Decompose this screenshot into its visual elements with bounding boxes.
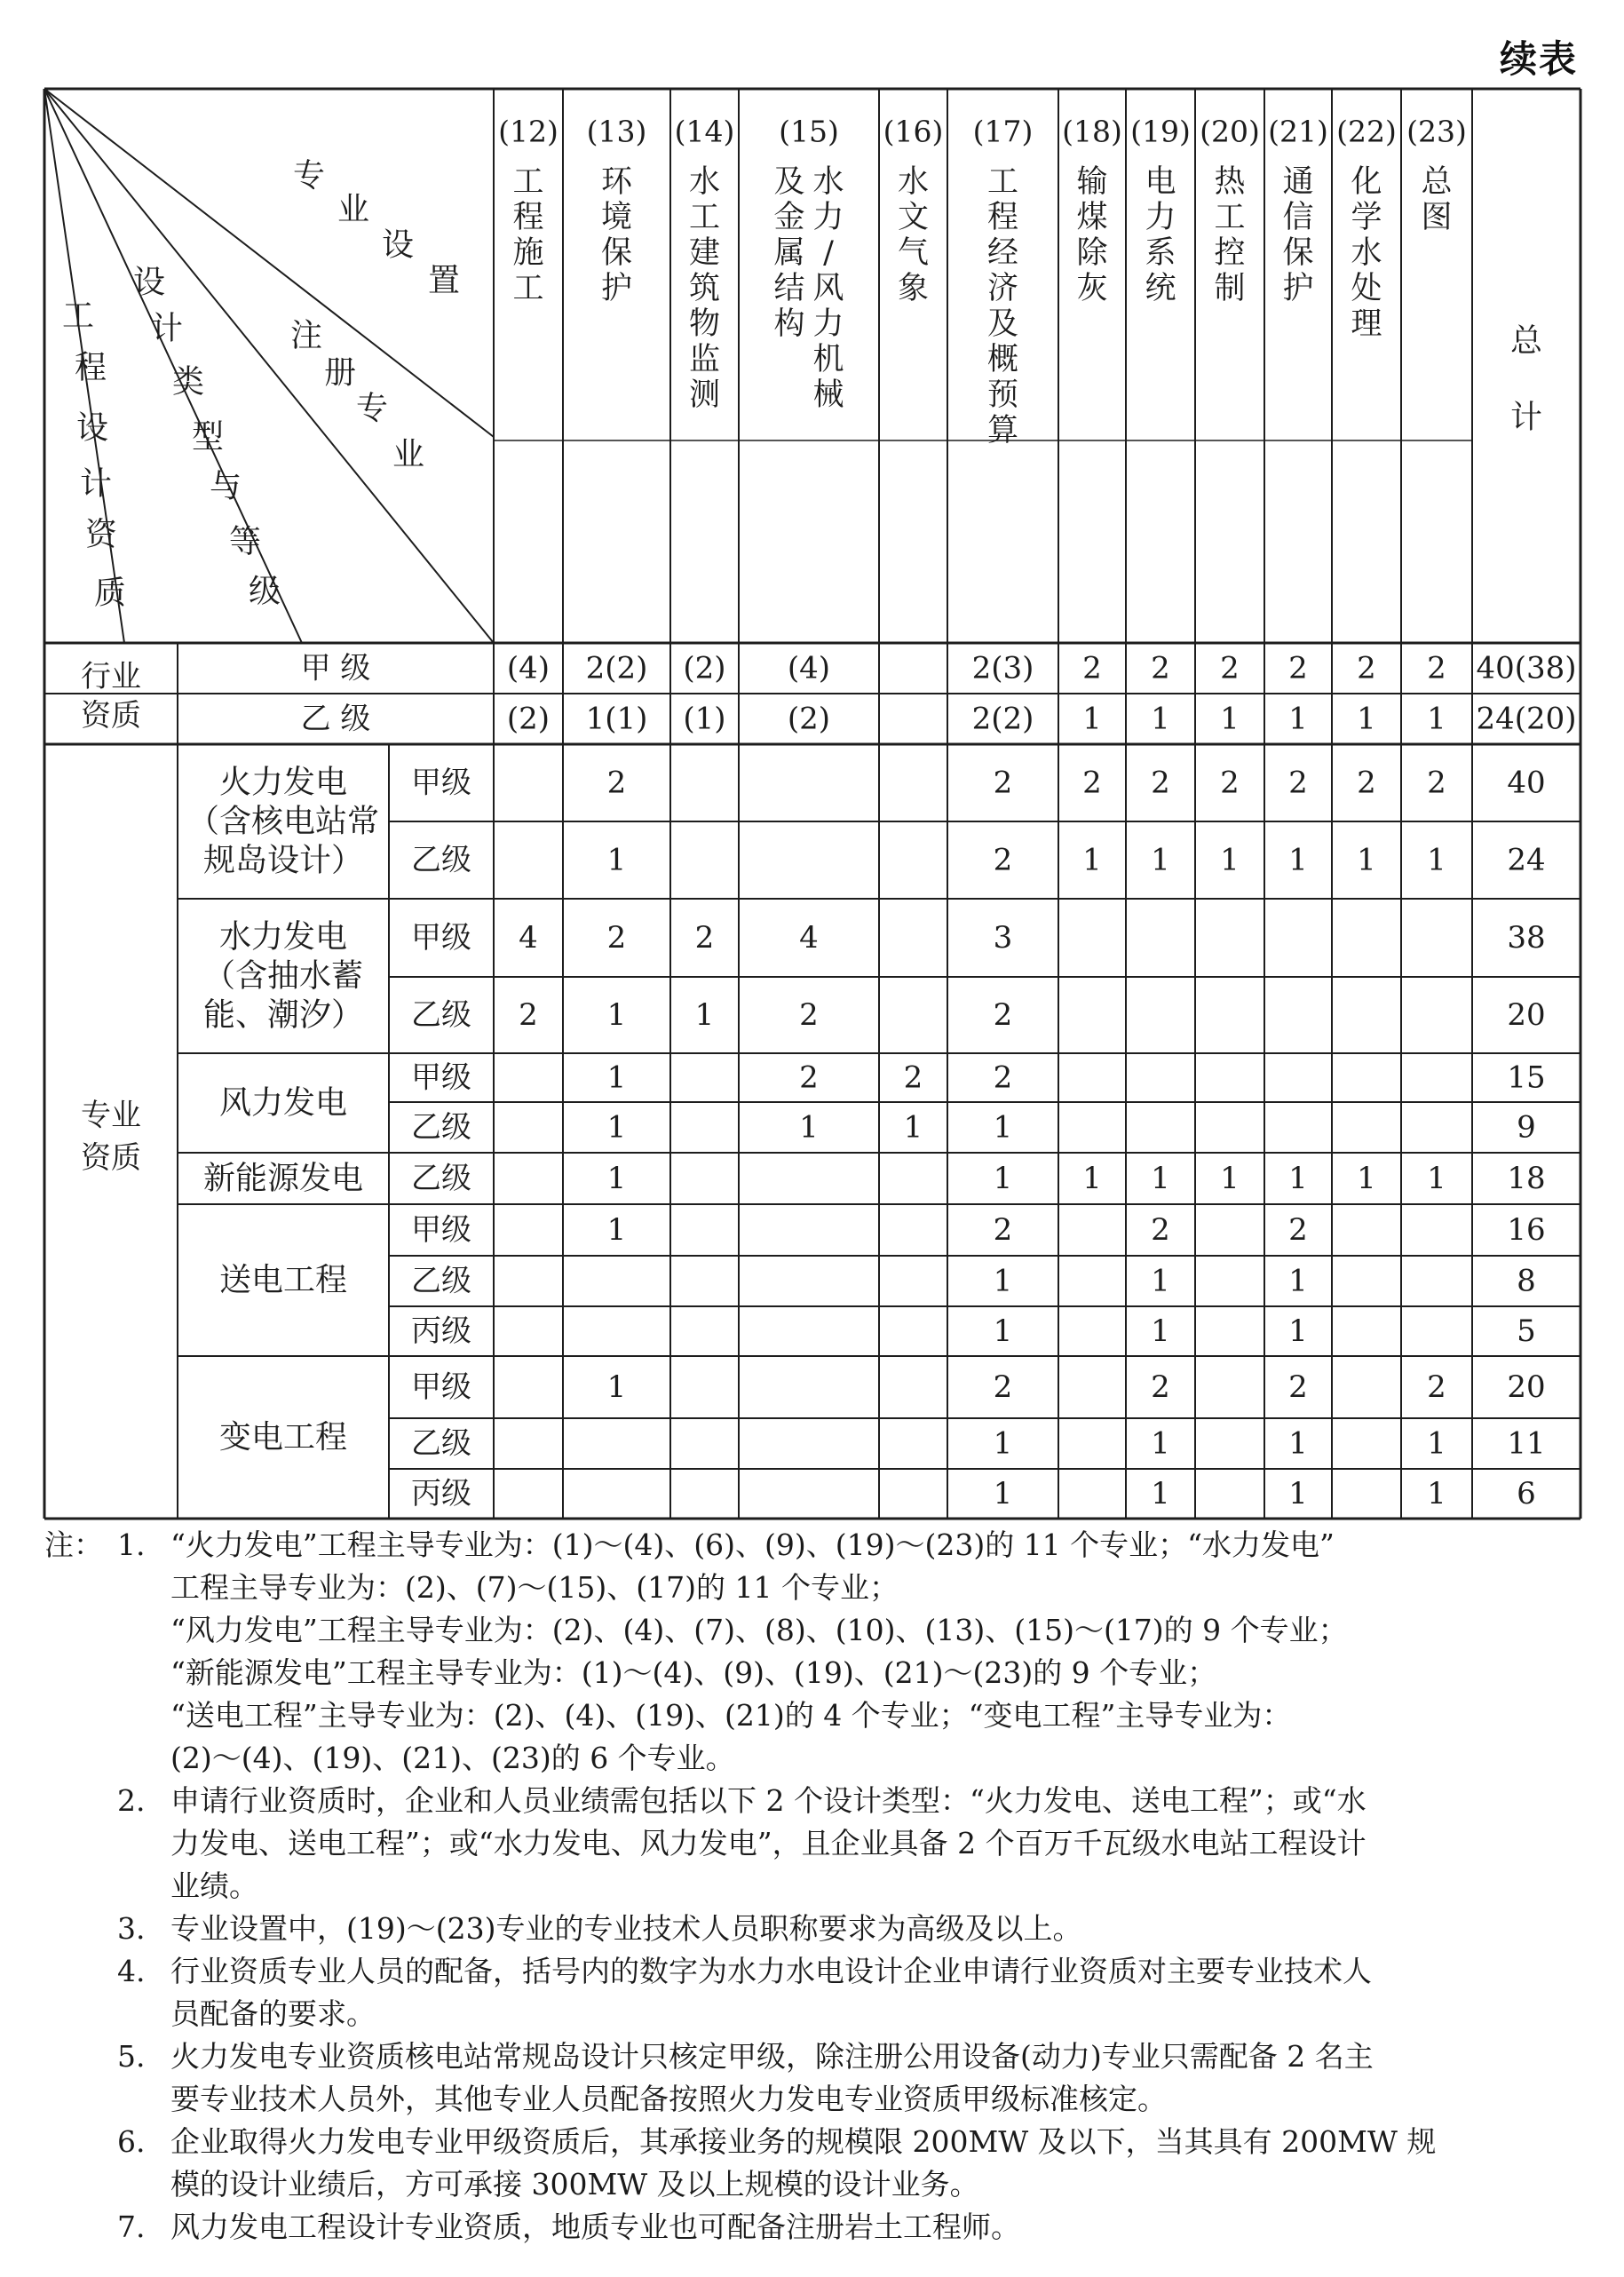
- table-cell: 2: [799, 1059, 819, 1096]
- table-cell-total: 16: [1507, 1212, 1546, 1248]
- column-name-char: 保: [1282, 235, 1314, 271]
- diagonal-label-char: 专: [355, 390, 389, 427]
- note-prefix: [44, 2035, 117, 2121]
- table-cell: 1: [1427, 842, 1446, 878]
- table-cell: 2: [1427, 1369, 1446, 1405]
- column-name-char: 程: [512, 200, 544, 235]
- table-cell: 1: [1151, 1263, 1170, 1299]
- table-cell: 1: [1151, 1313, 1170, 1349]
- note-text: [170, 2121, 1580, 2206]
- group-name: 风力发电: [218, 1084, 348, 1122]
- note-line: “新能源发电”工程主导专业为：(1)～(4)、(9)、(19)、(21)～(23)的 9 个专业；: [170, 1655, 1217, 1690]
- grade-label: 甲级: [411, 920, 471, 956]
- industry-grade: 甲 级: [300, 650, 371, 686]
- continued-label: 续表: [1499, 37, 1578, 81]
- diagonal-label-char: 业: [337, 191, 370, 228]
- column-name-char: 统: [1145, 271, 1176, 306]
- note-item: [44, 1950, 1580, 2035]
- group-name: （含抽水蓄: [202, 957, 364, 995]
- note-line: 要专业技术人员外，其他专业人员配备按照火力发电专业资质甲级标准核定。: [170, 2082, 1167, 2116]
- column-name-char: 建: [688, 235, 721, 271]
- table-cell: 1: [1151, 701, 1170, 737]
- table-cell: 2: [1082, 650, 1102, 686]
- table-cell: 2: [1288, 650, 1308, 686]
- table-cell: 2: [606, 920, 627, 956]
- grade-label: 乙级: [411, 1425, 471, 1462]
- table-cell: 1(1): [585, 701, 648, 737]
- column-name-char: 热: [1214, 164, 1246, 200]
- note-line: (2)～(4)、(19)、(21)、(23)的 6 个专业。: [170, 1741, 735, 1775]
- column-name-char: 输: [1076, 164, 1108, 200]
- note-line: “风力发电”工程主导专业为：(2)、(4)、(7)、(8)、(10)、(13)、(15)～(17)的 9 个专业；: [170, 1613, 1348, 1647]
- table-cell: 2: [1288, 1212, 1308, 1248]
- table-cell: 4: [519, 920, 538, 956]
- diagonal-label-char: 级: [248, 573, 281, 610]
- table-cell-total: 20: [1507, 997, 1546, 1033]
- table-cell: 2: [993, 1369, 1013, 1405]
- column-name-char: 济: [986, 271, 1019, 306]
- note-line: 风力发电工程设计专业资质，地质专业也可配备注册岩土工程师。: [170, 2210, 1020, 2244]
- table-cell: 1: [1357, 701, 1376, 737]
- diagonal-label-char: 与: [209, 468, 242, 505]
- note-line: 专业设置中，(19)～(23)专业的专业技术人员职称要求为高级及以上。: [170, 1911, 1082, 1946]
- diagonal-label-char: 程: [74, 349, 107, 386]
- table-cell: 1: [1288, 1263, 1308, 1299]
- grade-label: 甲级: [411, 765, 471, 801]
- table-cell: 1: [1288, 1425, 1308, 1462]
- column-name-char: 工: [512, 164, 544, 200]
- table-cell: 1: [1151, 1161, 1170, 1196]
- table-cell: 1: [606, 842, 627, 878]
- table-cell: 2: [1357, 650, 1376, 686]
- note-line: 业绩。: [170, 1868, 258, 1903]
- note-text: [170, 2206, 1580, 2249]
- column-number: (19): [1130, 114, 1191, 149]
- table-cell: (1): [683, 701, 726, 737]
- diagonal-label-char: 型: [191, 418, 225, 456]
- diagonal-label-char: 工: [61, 298, 95, 335]
- group-name: 能、潮汐）: [202, 996, 364, 1034]
- table-cell: 1: [1288, 1313, 1308, 1349]
- diagonal-label-char: 类: [171, 363, 205, 401]
- note-item: [44, 2206, 1580, 2249]
- table-cell: 2: [993, 1212, 1013, 1248]
- table-cell: 1: [1288, 842, 1308, 878]
- column-name-char: 控: [1214, 235, 1246, 271]
- table-cell: 2(3): [971, 650, 1034, 686]
- table-cell: 1: [1288, 1161, 1308, 1196]
- column-name-char: 力: [812, 306, 844, 342]
- table-cell: 2: [993, 1059, 1013, 1096]
- table-cell: 2: [993, 765, 1013, 801]
- industry-label: 行业: [81, 659, 141, 694]
- table-cell-total: 24: [1507, 842, 1546, 878]
- table-cell: 2: [1288, 765, 1308, 801]
- column-name-char: 工: [512, 271, 544, 306]
- column-name-char: 境: [600, 200, 633, 235]
- column-name-char: 施: [512, 235, 544, 271]
- notes-section: [44, 1524, 1580, 2249]
- column-name-char: 金: [773, 200, 805, 235]
- table-cell: 2: [1427, 650, 1446, 686]
- table-cell-total: 20: [1507, 1369, 1546, 1405]
- group-name: 火力发电: [218, 764, 348, 801]
- grade-label: 丙级: [411, 1313, 471, 1349]
- note-line: 力发电、送电工程”；或“水力发电、风力发电”，且企业具备 2 个百万千瓦级水电站工程设计: [170, 1826, 1367, 1860]
- note-text: [170, 2035, 1580, 2121]
- column-name-char: 工: [986, 164, 1019, 200]
- table-cell: 2: [1220, 650, 1240, 686]
- column-number: (16): [883, 114, 944, 149]
- table-cell: 2: [1288, 1369, 1308, 1405]
- column-name-char: 算: [986, 413, 1019, 448]
- total-header-char: 总: [1509, 322, 1543, 360]
- table-cell: 1: [903, 1109, 923, 1146]
- column-name-char: 概: [986, 342, 1019, 377]
- column-name-char: 象: [897, 271, 930, 306]
- column-name-char: 及: [773, 164, 805, 200]
- note-prefix: 注：: [44, 1527, 103, 1562]
- column-name-char: 气: [897, 235, 930, 271]
- table-cell: 1: [606, 1212, 627, 1248]
- table-cell: 1: [993, 1313, 1013, 1349]
- note-line: 申请行业资质时，企业和人员业绩需包括以下 2 个设计类型：“火力发电、送电工程”；或“水: [170, 1783, 1367, 1818]
- column-name-char: /: [823, 235, 834, 271]
- column-name-char: 总: [1421, 164, 1453, 200]
- column-name-char: 工: [688, 200, 721, 235]
- table-cell: 1: [1220, 1161, 1240, 1196]
- column-name-char: 经: [986, 235, 1019, 271]
- column-name-char: 物: [688, 306, 721, 342]
- column-name-char: 水: [688, 164, 721, 200]
- note-number: 3.: [117, 1911, 146, 1946]
- note-item: [44, 2035, 1580, 2121]
- column-name-char: 筑: [688, 271, 721, 306]
- table-cell: 1: [1288, 701, 1308, 737]
- special-label: 专业: [81, 1098, 141, 1133]
- table-cell: 1: [993, 1425, 1013, 1462]
- column-number: (17): [972, 114, 1034, 149]
- note-number: 5.: [117, 2039, 146, 2074]
- table-cell: 2: [799, 997, 819, 1033]
- note-line: 模的设计业绩后，方可承接 300MW 及以上规模的设计业务。: [170, 2167, 979, 2202]
- column-name-char: 风: [812, 271, 844, 306]
- table-cell-total: 40: [1507, 765, 1546, 801]
- table-cell: 1: [606, 997, 627, 1033]
- table-cell: 2: [519, 997, 538, 1033]
- column-name-char: 工: [1214, 200, 1246, 235]
- industry-label: 资质: [81, 698, 141, 734]
- group-name: 规岛设计）: [202, 842, 364, 879]
- table-cell: 1: [606, 1109, 627, 1146]
- diagonal-label-char: 设: [381, 226, 415, 264]
- column-name-char: 化: [1351, 164, 1382, 200]
- table-cell: 2: [1151, 1212, 1170, 1248]
- column-name-char: 文: [897, 200, 930, 235]
- column-name-char: 理: [1351, 306, 1382, 342]
- column-name-char: 护: [600, 271, 633, 306]
- column-number: (14): [674, 114, 735, 149]
- column-number: (18): [1062, 114, 1122, 149]
- group-name: 送电工程: [218, 1262, 348, 1298]
- column-name-char: 构: [773, 306, 805, 342]
- table-cell: 2: [1082, 765, 1102, 801]
- table-cell: 1: [993, 1161, 1013, 1196]
- table-cell: 1: [993, 1476, 1013, 1511]
- column-name-char: 程: [986, 200, 1019, 235]
- table-cell: 1: [1151, 1425, 1170, 1462]
- note-line: 行业资质专业人员的配备，括号内的数字为水力水电设计企业申请行业资质对主要专业技术人: [170, 1954, 1372, 1988]
- table-cell-total: 15: [1507, 1059, 1546, 1096]
- table-cell: 2: [1357, 765, 1376, 801]
- diagonal-label-char: 等: [228, 523, 262, 560]
- note-item: [44, 2121, 1580, 2206]
- note-prefix: [44, 1950, 117, 2035]
- note-text: [170, 1524, 1580, 1780]
- grade-label: 乙级: [411, 1263, 471, 1299]
- table-cell: 2: [993, 842, 1013, 878]
- column-name-char: 处: [1351, 271, 1382, 306]
- table-cell: 1: [1357, 1161, 1376, 1196]
- column-number: (21): [1268, 114, 1328, 149]
- note-number: 6.: [117, 2124, 146, 2159]
- column-name-char: 械: [812, 377, 844, 413]
- column-name-char: 测: [688, 377, 721, 413]
- table-cell-total: 8: [1517, 1263, 1536, 1299]
- note-line: 企业取得火力发电专业甲级资质后，其承接业务的规模限 200MW 及以下，当其具有 200MW 规: [170, 2124, 1437, 2159]
- column-name-char: 属: [773, 235, 805, 271]
- table-cell: 1: [606, 1369, 627, 1405]
- column-name-char: 结: [773, 271, 805, 306]
- column-name-char: 水: [1351, 235, 1382, 271]
- grade-label: 乙级: [411, 1109, 471, 1146]
- table-cell: 1: [1151, 1476, 1170, 1511]
- column-name-char: 力: [812, 200, 844, 235]
- table-cell: 2: [606, 765, 627, 801]
- table-cell-total: 24(20): [1476, 701, 1577, 737]
- note-line: 员配备的要求。: [170, 1996, 376, 2031]
- diagonal-label-char: 业: [392, 436, 425, 473]
- note-prefix: [44, 1780, 117, 1908]
- table-cell: 1: [1427, 1425, 1446, 1462]
- table-cell: 2: [993, 997, 1013, 1033]
- grade-label: 乙级: [411, 842, 471, 878]
- table-cell: 1: [1082, 1161, 1102, 1196]
- table-cell: 2: [1220, 765, 1240, 801]
- table-cell-total: 9: [1517, 1109, 1536, 1146]
- table-cell: 1: [993, 1263, 1013, 1299]
- diagonal-label-char: 注: [289, 317, 323, 354]
- column-name-char: 力: [1145, 200, 1176, 235]
- table-cell: 2: [1427, 765, 1446, 801]
- table-cell: 1: [1082, 701, 1102, 737]
- column-number: (13): [586, 114, 647, 149]
- note-line: 火力发电专业资质核电站常规岛设计只核定甲级，除注册公用设备(动力)专业只需配备 2 名主: [170, 2039, 1374, 2074]
- column-name-char: 预: [986, 377, 1019, 413]
- column-name-char: 电: [1145, 164, 1176, 200]
- table-cell: 2: [1151, 1369, 1170, 1405]
- grade-label: 乙级: [411, 997, 471, 1033]
- group-name: 水力发电: [218, 918, 348, 956]
- note-prefix: [44, 1908, 117, 1950]
- total-header-char: 计: [1509, 399, 1543, 436]
- grade-label: 丙级: [411, 1476, 471, 1511]
- column-name-char: 制: [1214, 271, 1246, 306]
- table-cell-total: 6: [1517, 1476, 1536, 1511]
- table-cell: 2(2): [971, 701, 1034, 737]
- column-number: (15): [779, 114, 839, 149]
- table-cell: 1: [1082, 842, 1102, 878]
- diagonal-label-char: 置: [427, 262, 461, 299]
- table-cell: 1: [606, 1059, 627, 1096]
- table-cell: 4: [799, 920, 819, 956]
- diagonal-label-char: 册: [323, 354, 357, 392]
- column-name-char: 信: [1282, 200, 1314, 235]
- table-cell-total: 38: [1507, 920, 1546, 956]
- diagonal-label-char: 计: [79, 465, 113, 503]
- column-name-char: 护: [1282, 271, 1314, 306]
- note-number: 4.: [117, 1954, 146, 1988]
- column-name-char: 学: [1351, 200, 1382, 235]
- table-cell: 1: [993, 1109, 1013, 1146]
- diagonal-label-char: 设: [132, 264, 166, 301]
- table-cell: 2: [1151, 650, 1170, 686]
- note-text: [170, 1780, 1580, 1908]
- table-cell-total: 5: [1517, 1313, 1536, 1349]
- column-name-char: 及: [986, 306, 1019, 342]
- column-number: (22): [1336, 114, 1397, 149]
- column-name-char: 机: [812, 342, 844, 377]
- note-number: 1.: [117, 1527, 146, 1562]
- group-name: 新能源发电: [202, 1160, 364, 1197]
- industry-grade: 乙 级: [300, 701, 371, 737]
- diagonal-label-char: 质: [93, 575, 127, 612]
- table-cell: 1: [1288, 1476, 1308, 1511]
- column-name-char: 水: [897, 164, 930, 200]
- note-prefix: [44, 2206, 117, 2249]
- table-cell: 1: [1427, 701, 1446, 737]
- table-cell: (2): [506, 701, 551, 737]
- special-label: 资质: [81, 1140, 141, 1176]
- table-cell-total: 11: [1507, 1425, 1546, 1462]
- note-item: [44, 1524, 1580, 1780]
- column-number: (20): [1200, 114, 1260, 149]
- table-cell: 3: [993, 920, 1013, 956]
- table-cell: 2: [903, 1059, 923, 1096]
- column-name-char: 除: [1076, 235, 1108, 271]
- table-cell-total: 40(38): [1476, 650, 1577, 686]
- grade-label: 甲级: [411, 1212, 471, 1248]
- note-text: [170, 1908, 1580, 1950]
- note-number: 2.: [117, 1783, 146, 1818]
- diagonal-label-char: 计: [150, 310, 184, 347]
- table-cell: 1: [606, 1161, 627, 1196]
- note-line: “送电工程”主导专业为：(2)、(4)、(19)、(21)的 4 个专业；“变电工程”主导专业为：: [170, 1698, 1292, 1733]
- column-name-char: 灰: [1076, 271, 1108, 306]
- grade-label: 甲级: [411, 1059, 471, 1096]
- grade-label: 乙级: [411, 1161, 471, 1196]
- column-name-char: 通: [1282, 164, 1314, 200]
- column-name-char: 监: [688, 342, 721, 377]
- table-cell: 2: [694, 920, 715, 956]
- table-cell: 1: [1220, 701, 1240, 737]
- table-cell: (2): [683, 650, 726, 686]
- note-text: [170, 1950, 1580, 2035]
- column-name-char: 煤: [1076, 200, 1108, 235]
- diagonal-rule: [44, 89, 494, 437]
- table-cell: 1: [694, 997, 715, 1033]
- table-cell: 2(2): [585, 650, 648, 686]
- diagonal-label-char: 资: [84, 516, 118, 553]
- table-cell-total: 18: [1507, 1161, 1546, 1196]
- note-prefix: [44, 2121, 117, 2206]
- column-name-char: 图: [1421, 200, 1453, 235]
- table-cell: 1: [1427, 1161, 1446, 1196]
- table-cell: 1: [1357, 842, 1376, 878]
- table-cell: (2): [787, 701, 831, 737]
- table-cell: (4): [787, 650, 831, 686]
- table-cell: 1: [1151, 842, 1170, 878]
- table-cell: (4): [506, 650, 551, 686]
- grade-label: 甲级: [411, 1369, 471, 1405]
- table-cell: 1: [799, 1109, 819, 1146]
- note-number: 7.: [117, 2210, 146, 2244]
- column-name-char: 水: [812, 164, 844, 200]
- note-item: [44, 1780, 1580, 1908]
- column-name-char: 系: [1145, 235, 1176, 271]
- column-name-char: 环: [600, 164, 633, 200]
- table-cell: 2: [1151, 765, 1170, 801]
- note-line: “火力发电”工程主导专业为：(1)～(4)、(6)、(9)、(19)～(23)的 11 个专业；“水力发电”: [170, 1527, 1335, 1562]
- column-number: (12): [498, 114, 558, 149]
- column-name-char: 保: [600, 235, 633, 271]
- table-cell: 1: [1220, 842, 1240, 878]
- note-line: 工程主导专业为：(2)、(7)～(15)、(17)的 11 个专业；: [170, 1570, 899, 1605]
- group-name: 变电工程: [218, 1419, 348, 1456]
- table-cell: 1: [1427, 1476, 1446, 1511]
- diagonal-label-char: 设: [75, 409, 109, 447]
- group-name: （含核电站常: [186, 803, 380, 840]
- column-number: (23): [1406, 114, 1467, 149]
- note-item: [44, 1908, 1580, 1950]
- diagonal-label-char: 专: [292, 157, 326, 194]
